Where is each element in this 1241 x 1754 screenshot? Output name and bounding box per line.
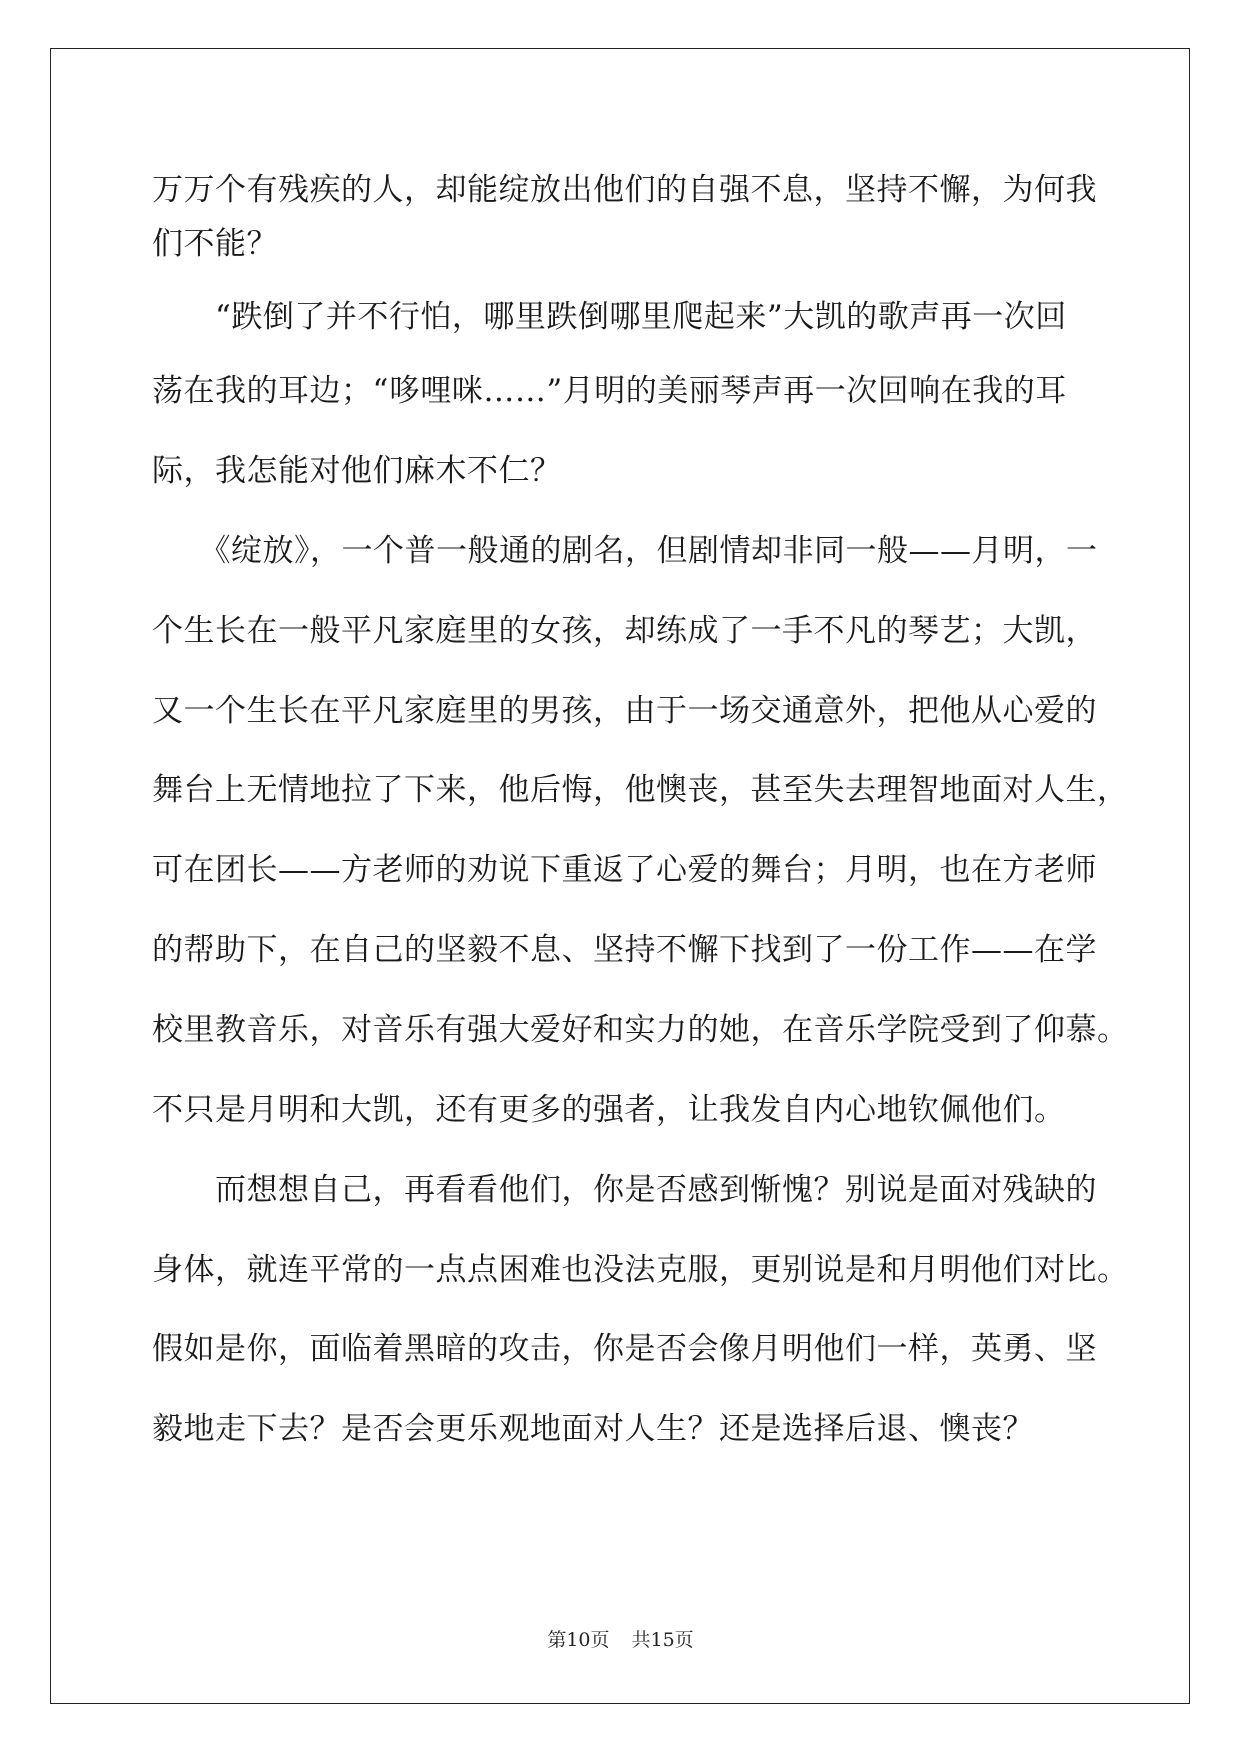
text-line: 个生长在一般平凡家庭里的女孩，却练成了一手不凡的琴艺；大凯， — [152, 613, 1097, 649]
text-line: 又一个生长在平凡家庭里的男孩，由于一场交通意外，把他从心爱的 — [152, 693, 1097, 729]
text-line: 舞台上无情地拉了下来，他后悔，他懊丧，甚至失去理智地面对人生， — [152, 772, 1129, 808]
text-line: 际，我怎能对他们麻木不仁？ — [152, 453, 562, 489]
text-line: “跌倒了并不行怕，哪里跌倒哪里爬起来”大凯的歌声再一次回 — [152, 299, 1067, 335]
text-line: 而想想自己，再看看他们，你是否感到惭愧？别说是面对残缺的 — [152, 1172, 1097, 1208]
text-line: 万万个有残疾的人，却能绽放出他们的自强不息，坚持不懈，为何我 — [152, 172, 1097, 208]
text-line: 们不能？ — [152, 226, 278, 262]
text-line: 假如是你，面临着黑暗的攻击，你是否会像月明他们一样，英勇、坚 — [152, 1331, 1097, 1367]
text-line: 可在团长——方老师的劝说下重返了心爱的舞台；月明，也在方老师 — [152, 852, 1097, 888]
text-line: 不只是月明和大凯，还有更多的强者，让我发自内心地钦佩他们。 — [152, 1092, 1066, 1128]
text-line: 荡在我的耳边；“哆哩咪……”月明的美丽琴声再一次回响在我的耳 — [152, 373, 1067, 409]
text-line: 身体，就连平常的一点点困难也没法克服，更别说是和月明他们对比。 — [152, 1252, 1129, 1288]
text-line: 校里教音乐，对音乐有强大爱好和实力的她，在音乐学院受到了仰慕。 — [152, 1012, 1129, 1048]
page-total: 共15页 — [631, 1629, 694, 1651]
page-number: 第10页 — [547, 1629, 610, 1651]
text-line: 《绽放》，一个普一般通的剧名，但剧情却非同一般——月明，一 — [152, 533, 1098, 569]
text-line: 毅地走下去？是否会更乐观地面对人生？还是选择后退、懊丧？ — [152, 1411, 1034, 1447]
page-footer — [0, 1628, 1241, 1652]
text-line: 的帮助下，在自己的坚毅不息、坚持不懈下找到了一份工作——在学 — [152, 932, 1097, 968]
